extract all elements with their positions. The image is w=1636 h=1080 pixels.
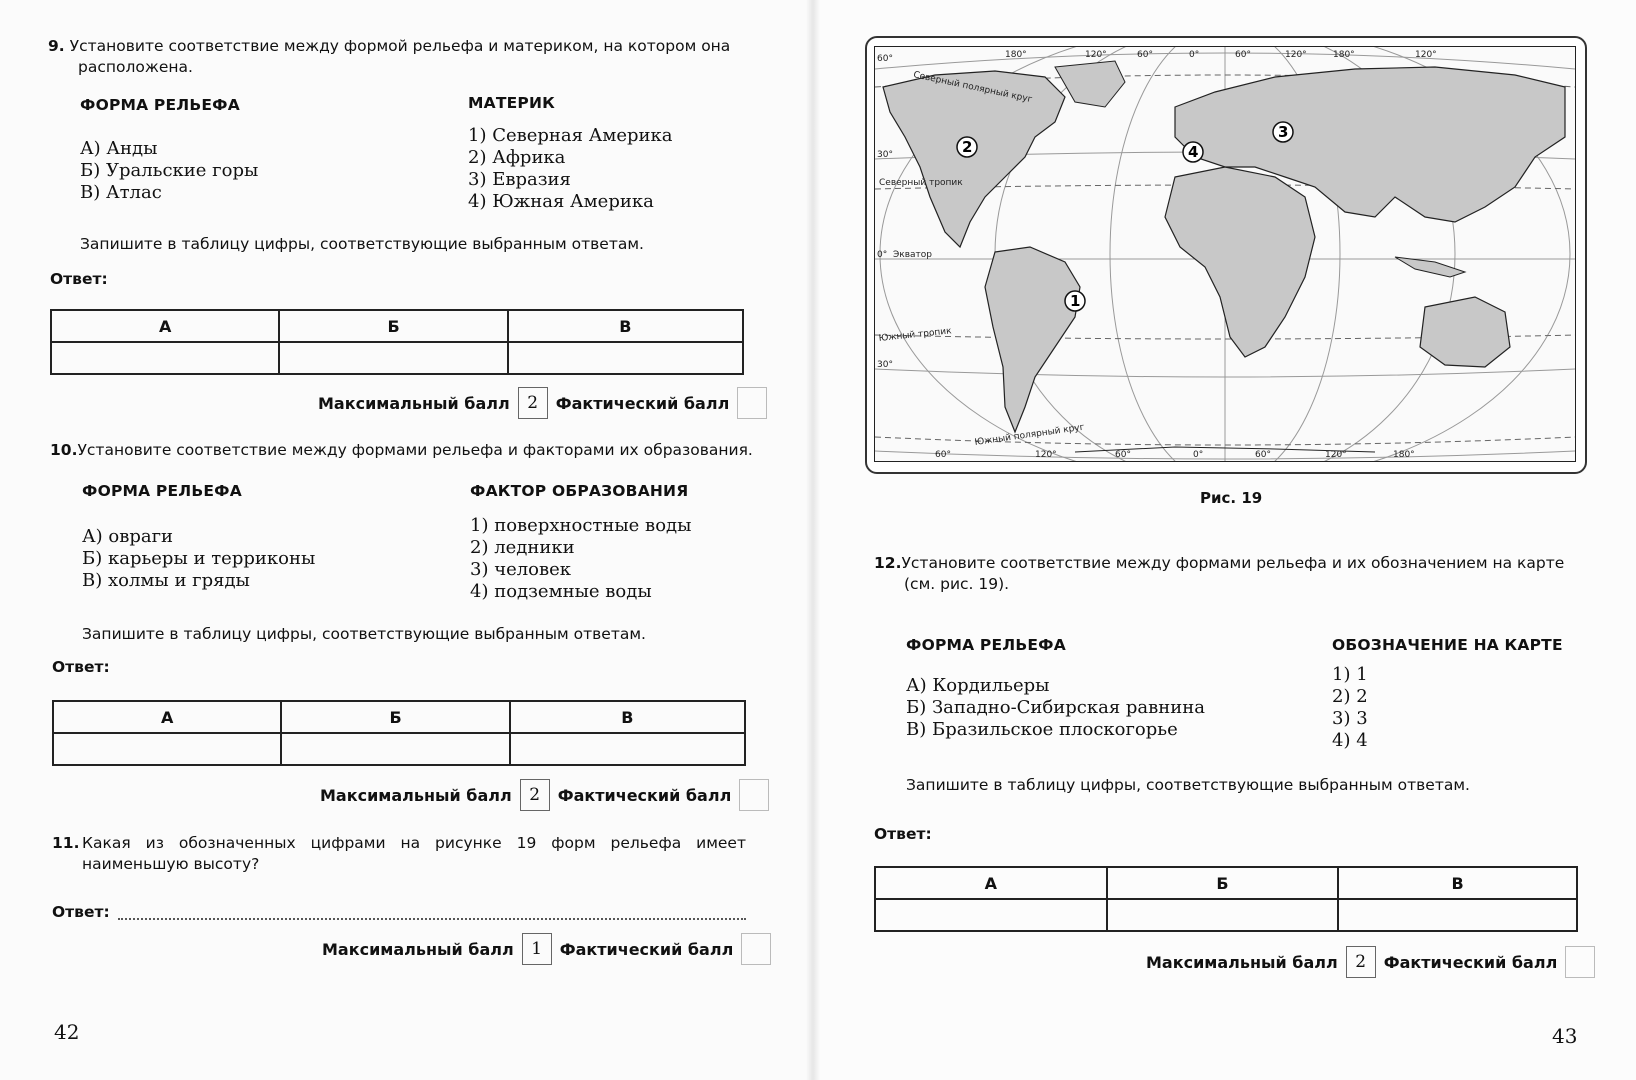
antarctic-circle-label: Южный полярный круг	[974, 422, 1086, 448]
q12-header-a: А	[875, 867, 1107, 899]
q9-text-line2: расположена.	[78, 58, 193, 76]
q9-header-b: Б	[279, 310, 507, 342]
q11-actual-label: Фактический балл	[559, 939, 734, 959]
q9-item-a: А) Анды	[80, 138, 158, 159]
book-gutter	[806, 0, 820, 1080]
world-map-svg	[875, 47, 1575, 461]
q12-instruction: Запишите в таблицу цифры, соответствующие выбранным ответам.	[906, 776, 1470, 794]
q9-col1-header: ФОРМА РЕЛЬЕФА	[80, 96, 240, 114]
q10-items	[82, 526, 315, 592]
q10-max-label: Максимальный балл	[320, 785, 512, 805]
q11-actual-box[interactable]	[741, 933, 771, 965]
q11-prompt	[52, 833, 746, 875]
lon-bottom-5: 120°	[1325, 450, 1347, 460]
q12-option-2: 2) 2	[1332, 686, 1368, 707]
q12-header-b: Б	[1107, 867, 1339, 899]
q10-answer-cell-b[interactable]	[281, 733, 509, 765]
q12-answer-cell-a[interactable]	[875, 899, 1107, 931]
map-marker-2	[957, 137, 977, 157]
q10-option-2: 2) ледники	[470, 537, 575, 558]
q10-col1-header: ФОРМА РЕЛЬЕФА	[82, 482, 242, 500]
q9-option-3: 3) Евразия	[468, 169, 571, 190]
arctic-circle-label: Северный полярный круг	[912, 70, 1034, 106]
lat-label-30n: 30°	[877, 150, 893, 160]
australia-shape	[1420, 297, 1510, 367]
q12-col1-header: ФОРМА РЕЛЬЕФА	[906, 636, 1066, 654]
q12-col2-header: ОБОЗНАЧЕНИЕ НА КАРТЕ	[1332, 636, 1563, 654]
map-marker-4	[1183, 142, 1203, 162]
map-marker-1	[1065, 291, 1085, 311]
q9-col2-header: МАТЕРИК	[468, 94, 555, 112]
q10-max-value: 2	[520, 779, 550, 811]
q10-answer-cell-c[interactable]	[510, 733, 745, 765]
page-number-left: 42	[54, 1020, 80, 1044]
lat-label-60n: 60°	[877, 54, 893, 64]
q10-prompt	[50, 440, 770, 461]
q12-option-1: 1) 1	[1332, 664, 1368, 685]
south-america-shape	[985, 247, 1080, 432]
q12-item-b: Б) Западно-Сибирская равнина	[906, 697, 1206, 718]
q9-number: 9.	[48, 37, 65, 55]
q12-score-row	[1146, 946, 1595, 978]
lon-bottom-1: 120°	[1035, 450, 1057, 460]
q12-item-a: А) Кордильеры	[906, 675, 1050, 696]
q9-header-a: А	[51, 310, 279, 342]
lon-bottom-0: 60°	[935, 450, 951, 460]
figure-caption: Рис. 19	[1200, 489, 1263, 507]
q12-header-c: В	[1338, 867, 1577, 899]
q11-score-row	[322, 933, 771, 965]
q12-items	[906, 675, 1205, 741]
q11-answer-line[interactable]	[118, 918, 746, 920]
lon-bottom-2: 60°	[1115, 450, 1131, 460]
q10-option-3: 3) человек	[470, 559, 572, 580]
q10-actual-box[interactable]	[739, 779, 769, 811]
q12-max-label: Максимальный балл	[1146, 952, 1338, 972]
q10-item-c: В) холмы и гряды	[82, 570, 250, 591]
q12-number: 12.	[874, 554, 902, 572]
equator-label: Экватор	[893, 250, 933, 260]
q12-actual-box[interactable]	[1565, 946, 1595, 978]
q9-item-b: Б) Уральские горы	[80, 160, 259, 181]
q11-number: 11.	[52, 834, 80, 852]
q10-text: Установите соответствие между формами рельефа и факторами их образования.	[77, 441, 753, 459]
q9-answer-cell-a[interactable]	[51, 342, 279, 374]
lon-top-2: 60°	[1137, 50, 1153, 60]
lat-label-0: 0°	[877, 250, 888, 260]
lon-top-0: 180°	[1005, 50, 1027, 60]
svg-text:3: 3	[1278, 123, 1289, 141]
map-marker-3	[1273, 122, 1293, 142]
q9-actual-label: Фактический балл	[555, 393, 730, 413]
q10-item-b: Б) карьеры и терриконы	[82, 548, 316, 569]
svg-text:4: 4	[1188, 143, 1199, 161]
q9-answer-cell-b[interactable]	[279, 342, 507, 374]
lon-top-6: 180°	[1333, 50, 1355, 60]
q11-max-label: Максимальный балл	[322, 939, 514, 959]
lon-bottom-6: 180°	[1393, 450, 1415, 460]
q12-max-value: 2	[1346, 946, 1376, 978]
q12-answer-cell-c[interactable]	[1338, 899, 1577, 931]
lon-bottom-3: 0°	[1193, 450, 1204, 460]
svg-text:2: 2	[962, 138, 973, 156]
q10-item-a: А) овраги	[82, 526, 174, 547]
lat-label-30s: 30°	[877, 360, 893, 370]
q10-score-row	[320, 779, 769, 811]
q9-option-2: 2) Африка	[468, 147, 566, 168]
q11-text-line2: наименьшую высоту?	[82, 855, 260, 873]
q10-options	[470, 515, 691, 603]
q10-option-1: 1) поверхностные воды	[470, 515, 692, 536]
lon-top-5: 120°	[1285, 50, 1307, 60]
lon-top-4: 60°	[1235, 50, 1251, 60]
q9-instruction: Запишите в таблицу цифры, соответствующие выбранным ответам.	[80, 235, 644, 253]
q12-answer-cell-b[interactable]	[1107, 899, 1339, 931]
q9-answer-label: Ответ:	[50, 270, 108, 288]
q12-text-line1: Установите соответствие между формами рельефа и их обозначением на карте	[901, 554, 1565, 572]
q9-max-label: Максимальный балл	[318, 393, 510, 413]
tropic-capricorn-label: Южный тропик	[878, 326, 953, 344]
lon-bottom-4: 60°	[1255, 450, 1271, 460]
q10-actual-label: Фактический балл	[557, 785, 732, 805]
q10-header-c: В	[510, 701, 745, 733]
q12-option-3: 3) 3	[1332, 708, 1368, 729]
q9-answer-table	[50, 309, 744, 375]
q10-header-a: А	[53, 701, 281, 733]
svg-text:1: 1	[1070, 292, 1081, 310]
q9-item-c: В) Атлас	[80, 182, 162, 203]
q9-items	[80, 138, 258, 204]
q10-option-4: 4) подземные воды	[470, 581, 652, 602]
q9-text-line1: Установите соответствие между формой рельефа и материком, на котором она	[69, 37, 731, 55]
q10-answer-table	[52, 700, 746, 766]
q9-header-c: В	[508, 310, 743, 342]
q10-number: 10.	[50, 441, 78, 459]
tropic-cancer-label: Северный тропик	[879, 178, 963, 188]
q10-answer-cell-a[interactable]	[53, 733, 281, 765]
q9-option-4: 4) Южная Америка	[468, 191, 654, 212]
lon-top-3: 0°	[1189, 50, 1200, 60]
lon-top-7: 120°	[1415, 50, 1437, 60]
world-map	[874, 46, 1576, 462]
q12-option-4: 4) 4	[1332, 730, 1368, 751]
q9-actual-box[interactable]	[737, 387, 767, 419]
lon-top-1: 120°	[1085, 50, 1107, 60]
q12-text-line2: (см. рис. 19).	[904, 575, 1010, 593]
q12-answer-label: Ответ:	[874, 825, 932, 843]
q9-max-value: 2	[518, 387, 548, 419]
q9-option-1: 1) Северная Америка	[468, 125, 673, 146]
q9-score-row	[318, 387, 767, 419]
q9-prompt	[48, 36, 748, 78]
q10-instruction: Запишите в таблицу цифры, соответствующие выбранным ответам.	[82, 625, 646, 643]
q12-answer-table	[874, 866, 1578, 932]
q11-text-line1: Какая из обозначенных цифрами на рисунке 19 форм рельефа имеет	[82, 834, 746, 852]
q12-item-c: В) Бразильское плоскогорье	[906, 719, 1178, 740]
q11-answer-label: Ответ:	[52, 903, 110, 921]
q10-answer-label: Ответ:	[52, 658, 110, 676]
q10-col2-header: ФАКТОР ОБРАЗОВАНИЯ	[470, 482, 689, 500]
q9-options	[468, 125, 673, 213]
q12-options	[1332, 664, 1368, 752]
page-number-right: 43	[1552, 1024, 1578, 1048]
q11-max-value: 1	[522, 933, 552, 965]
africa-shape	[1165, 167, 1315, 357]
q12-prompt	[874, 553, 1594, 595]
q10-header-b: Б	[281, 701, 509, 733]
q12-actual-label: Фактический балл	[1383, 952, 1558, 972]
q9-answer-cell-c[interactable]	[508, 342, 743, 374]
